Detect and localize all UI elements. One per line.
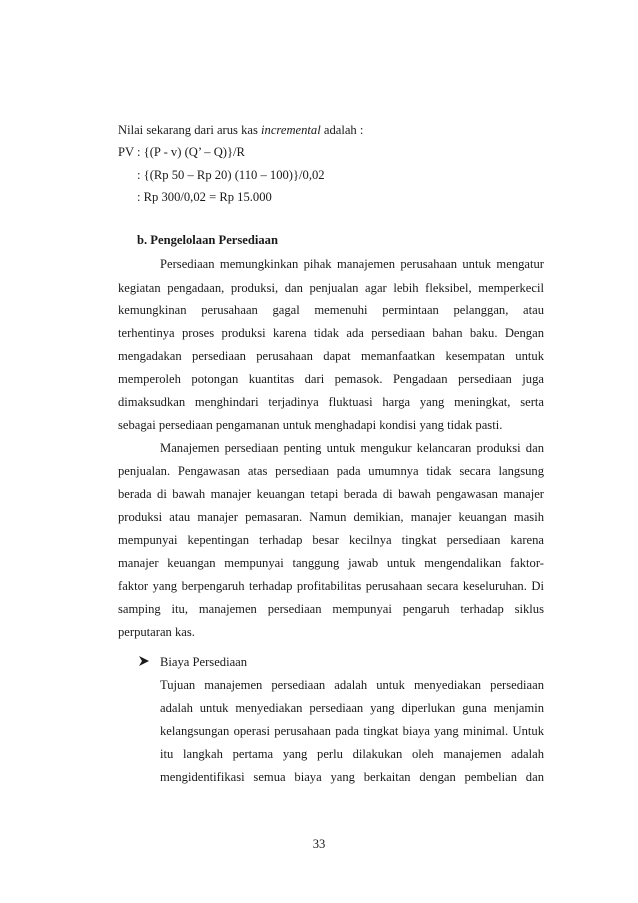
bullet-line-1: Tujuan manajemen persediaan adalah untuk menyediakan persediaan [160, 678, 544, 692]
intro-italic-term: incremental [261, 123, 321, 137]
para1-line-8: sebagai persediaan pengamanan untuk menghadapi kondisi yang tidak pasti. [118, 418, 503, 432]
para2-line-4: produksi atau manajer pemasaran. Namun demikian, manajer keuangan masih [118, 510, 544, 524]
para1-line-5: mengadakan persediaan perusahaan dapat memanfaatkan kesempatan untuk [118, 349, 544, 363]
para2-line-5: mempunyai kepentingan terhadap besar kecilnya tingkat persediaan karena [118, 533, 544, 547]
formula-line-1: PV : {(P - v) (Q’ – Q)}/R [118, 145, 245, 159]
para2-line-6: manajer keuangan mempunyai tanggung jawab untuk mengendalikan faktor- [118, 556, 544, 570]
para2-line-7: faktor yang berpengaruh terhadap profitabilitas perusahaan secara keseluruhan. Di [118, 579, 544, 593]
bullet-title: Biaya Persediaan [160, 655, 248, 669]
intro-line [118, 122, 363, 138]
para2-line-8: samping itu, manajemen persediaan mempunyai pengaruh terhadap siklus [118, 602, 544, 616]
bullet-line-3: kelangsungan operasi perusahaan pada tingkat biaya yang minimal. Untuk [160, 724, 544, 738]
formula-line-2: : {(Rp 50 – Rp 20) (110 – 100)}/0,02 [137, 168, 325, 182]
para2-line-3: berada di bawah manajer keuangan tetapi berada di bawah pengawasan manajer [118, 487, 544, 501]
bullet-line-5: mengidentifikasi semua biaya yang berkaitan dengan pembelian dan [160, 770, 544, 784]
intro-prefix: Nilai sekarang dari arus kas [118, 123, 262, 137]
intro-suffix: adalah : [320, 123, 364, 137]
para2-line-2: penjualan. Pengawasan atas persediaan pada umumnya tidak secara langsung [118, 464, 544, 478]
para2-line-9: perputaran kas. [118, 625, 195, 639]
para1-line-3: kemungkinan perusahaan gagal memenuhi permintaan pelanggan, atau [118, 303, 544, 317]
section-heading: b. Pengelolaan Persediaan [137, 233, 278, 247]
para1-line-1: Persediaan memungkinkan pihak manajemen perusahaan untuk mengatur [160, 257, 544, 271]
formula-line-3: : Rp 300/0,02 = Rp 15.000 [137, 190, 272, 204]
page-number: 33 [312, 837, 326, 851]
bullet-line-4: itu langkah pertama yang perlu dilakukan oleh manajemen adalah [160, 747, 544, 761]
arrowhead-bullet-icon [137, 654, 151, 668]
para1-line-2: kegiatan pengadaan, produksi, dan penjualan agar lebih fleksibel, memperkecil [118, 281, 544, 295]
para2-line-1: Manajemen persediaan penting untuk mengukur kelancaran produksi dan [160, 441, 544, 455]
bullet-line-2: adalah untuk menyediakan persediaan yang diperlukan guna menjamin [160, 701, 544, 715]
para1-line-4: terhentinya proses produksi karena tidak ada persediaan bahan baku. Dengan [118, 326, 544, 340]
para1-line-7: dimaksudkan menghindari terjadinya fluktuasi harga yang meningkat, serta [118, 395, 544, 409]
para1-line-6: memperoleh potongan kuantitas dari pemasok. Pengadaan persediaan juga [118, 372, 544, 386]
